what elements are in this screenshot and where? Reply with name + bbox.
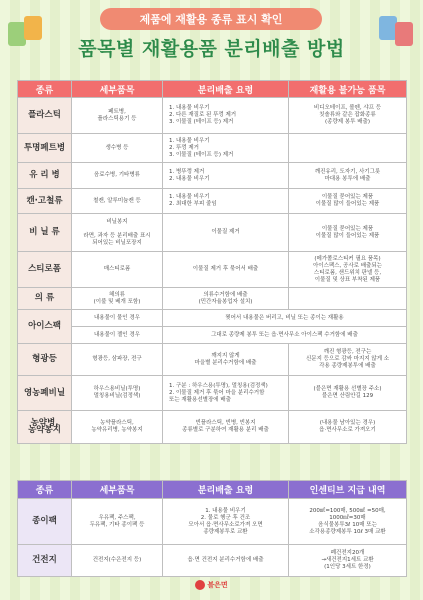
row-items: 페트병, 플라스틱용기 등 <box>72 98 163 134</box>
row-items: 우유팩, 주스팩, 두유팩, 기타 종이팩 등 <box>72 499 163 545</box>
header-type: 종류 <box>18 81 72 98</box>
row-items: 하우스용비닐(투명) 멀칭용비닐(검정색) <box>72 376 163 411</box>
header-nonrecyclable: 재활용 불가능 품목 <box>289 81 407 98</box>
row-items: 음료수병, 기타병류 <box>72 163 163 189</box>
row-category: 유 리 병 <box>18 163 72 189</box>
page-title: 품목별 재활용품 분리배출 방법 <box>78 38 345 60</box>
row-nonrecyclable: 깨진유리, 도자기, 사기그릇 마대용 봉투에 배출 <box>289 163 407 189</box>
row-method: 1. 병뚜껑 제거 2. 내용물 비우기 <box>163 163 289 189</box>
row-category: 영농폐비닐 <box>18 376 72 411</box>
table-row <box>18 163 407 189</box>
table-header-row <box>18 481 407 499</box>
row-method: 1. 내용물 비우기 2. 뚜껑 제거 3. 이물질 (테이프 등) 제거 <box>163 134 289 163</box>
table-header-row <box>18 81 407 98</box>
row-category: 농약병, 농약봉지 <box>18 411 72 444</box>
table-row <box>18 214 407 252</box>
row-nonrecyclable: 깨진 형광등, 전구는 신문지 등으로 감싸 마지지 않게 소 각용 종량제봉투에 배출 <box>289 344 407 376</box>
table-row <box>18 411 407 444</box>
row-nonrecyclable: (내용물 남아있는 경우) 읍·면사무소로 가져오기 <box>289 411 407 444</box>
row-items: 매스티로폼 <box>72 252 163 288</box>
table-row <box>18 189 407 214</box>
row-items: 농약플라스틱, 농약유리병, 농약봉지 <box>72 411 163 444</box>
table-row <box>18 98 407 134</box>
row-method: 이물질 제거 후 묶어서 배출 <box>163 252 289 288</box>
row-items: 비닐봉지 라면, 과자 등 분리배출 표시 되어있는 비닐포장지 <box>72 214 163 252</box>
row-items: 내용물이 물인 경우 <box>72 310 163 327</box>
header-items: 세부품목 <box>72 81 163 98</box>
banner-pill: 제품에 재활용 종류 표시 확인 <box>100 8 322 30</box>
row-method: 1. 내용물 비우기 2. 최대한 부피 줄임 <box>163 189 289 214</box>
row-items: 생수병 등 <box>72 134 163 163</box>
row-method: 찢어서 내용물은 버리고, 비닐 또는 종이는 재활용 <box>163 310 407 327</box>
row-items: 건전지(수은전지 등) <box>72 545 163 577</box>
row-method: 의류수거함에 배출 (민간자율봉업자 설치) <box>163 288 289 310</box>
table-row <box>18 376 407 411</box>
row-category: 의 류 <box>18 288 72 310</box>
row-method: 1. 내용물 비우기 2. 물로 헹군 후 건조 모아서 읍·면사무소로가져 오면 종량제봉투로 교환 <box>163 499 289 545</box>
row-category: 아이스팩 <box>18 310 72 344</box>
row-category: 종이팩 <box>18 499 72 545</box>
row-method: 빈플라스틱, 빈병, 빈봉지 종류별로 구분하여 재활용 분리 배출 <box>163 411 289 444</box>
row-nonrecyclable: 이물질 묻어있는 제품 이물질 많이 들어있는 제품 <box>289 214 407 252</box>
row-category: 플라스틱 <box>18 98 72 134</box>
row-method: 이물질 제거 <box>163 214 289 252</box>
incentive-table <box>17 480 407 577</box>
table-row <box>18 344 407 376</box>
row-nonrecyclable: 이물질 묻어있는 제품 이물질 많이 들어있는 제품 <box>289 189 407 214</box>
row-category: 건전지 <box>18 545 72 577</box>
row-category: 형광등 <box>18 344 72 376</box>
row-category: 투명페트병 <box>18 134 72 163</box>
row-incentive: 200㎖=100매, 500㎖ =50매, 1000㎖=30매 음식물봉투3ℓ 10매 또는 소각용종량제봉투 10ℓ 3매 교환 <box>289 499 407 545</box>
recycling-table <box>17 80 407 444</box>
table-row <box>18 288 407 310</box>
header-items: 세부품목 <box>72 481 163 499</box>
row-incentive: 폐건전지20개 →새건전지1세트 교환 (1인당 3세트 한정) <box>289 545 407 577</box>
row-method: 읍·면 건전지 분리수거함에 배출 <box>163 545 289 577</box>
table-row <box>18 545 407 577</box>
table-row <box>18 134 407 163</box>
row-nonrecyclable <box>289 288 407 310</box>
row-method: 1. 내용물 비우기 2. 다른 재질로 된 뚜껑 제거 3. 이물질 (테이프 등) 제거 <box>163 98 289 134</box>
table-row <box>18 499 407 545</box>
footer-label: 블은면 <box>207 581 228 589</box>
row-nonrecyclable: (메가폴로스티커 필요 품목) 아이스팩스, 공사로 배출되는 스티로폼, 샌드위치 판넬 등, 이물질 및 상표 부착된 제품 <box>289 252 407 288</box>
row-nonrecyclable <box>289 134 407 163</box>
row-items: 내용물이 젤인 경우 <box>72 327 163 344</box>
footer-municipality <box>0 580 423 590</box>
header-method: 분리배출 요령 <box>163 81 289 98</box>
row-nonrecyclable: 비디오테이프, 볼펜, 샤프 등 칫솔류와 같은 잡화종류 (종량제 봉투 배출) <box>289 98 407 134</box>
header-type: 종류 <box>18 481 72 499</box>
row-items: 철캔, 알루미늄캔 등 <box>72 189 163 214</box>
row-items: 헤의류 (이불 및 베개 포함) <box>72 288 163 310</box>
row-category: 비 닐 류 <box>18 214 72 252</box>
header-incentive: 인센티브 지급 내역 <box>289 481 407 499</box>
row-method: 1. 구분 : 하우스용(투명), 멀칭용(검정색) 2. 이물질 제거 후 묶어 마을 분리수거함 또는 재활용선별장에 배출 <box>163 376 289 411</box>
header-method: 분리배출 요령 <box>163 481 289 499</box>
row-category: 스티로폼 <box>18 252 72 288</box>
table-row <box>18 327 407 344</box>
row-category: 캔·고철류 <box>18 189 72 214</box>
municipal-seal-icon <box>195 580 205 590</box>
row-method: 그대로 종량제 봉투 또는 읍·면사무소 아이스팩 수거함에 배출 <box>163 327 407 344</box>
table-row <box>18 310 407 327</box>
row-items: 형광등, 삼파장, 전구 <box>72 344 163 376</box>
row-nonrecyclable: (블은면 재활용 선별장 주소) 블은면 산림안길 129 <box>289 376 407 411</box>
table-row <box>18 252 407 288</box>
row-method: 깨지지 않게 마을별 분리수거함에 배출 <box>163 344 289 376</box>
